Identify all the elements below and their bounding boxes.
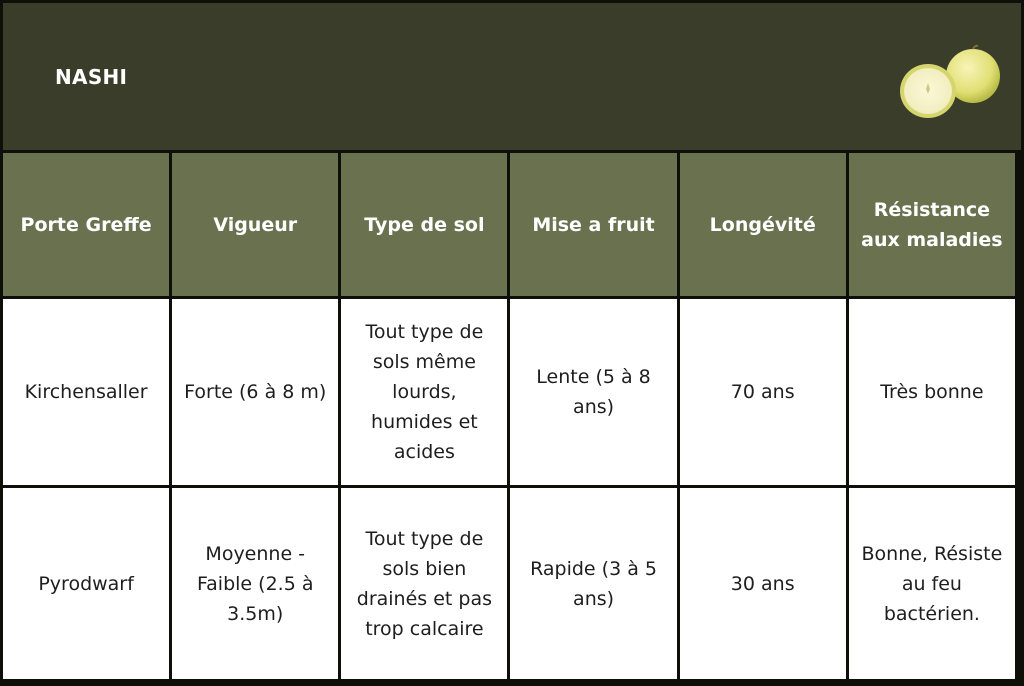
cell-vigueur: Moyenne - Faible (2.5 à 3.5m) [172,488,338,679]
table-row [3,299,1015,488]
header-longevite: Longévité [680,153,846,299]
table-header-row [3,153,1015,299]
cell-type-de-sol: Tout type de sols bien drainés et pas trop calcaire [341,488,507,679]
cell-longevite: 30 ans [680,488,846,679]
cell-vigueur: Forte (6 à 8 m) [172,299,338,488]
cell-resistance: Très bonne [849,299,1015,488]
title-bar [3,3,1021,150]
rootstock-table [0,153,1018,679]
cell-mise-a-fruit: Rapide (3 à 5 ans) [510,488,676,679]
table-row [3,488,1015,679]
cell-porte-greffe: Pyrodwarf [3,488,169,679]
page-title: NASHI [55,65,128,89]
header-type-de-sol: Type de sol [341,153,507,299]
header-mise-a-fruit: Mise a fruit [510,153,676,299]
nashi-pear-icon [893,43,1003,123]
header-porte-greffe: Porte Greffe [3,153,169,299]
cell-type-de-sol: Tout type de sols même lourds, humides et acides [341,299,507,488]
header-vigueur: Vigueur [172,153,338,299]
header-resistance: Résistance aux maladies [849,153,1015,299]
cell-longevite: 70 ans [680,299,846,488]
cell-porte-greffe: Kirchensaller [3,299,169,488]
cell-resistance: Bonne, Résiste au feu bactérien. [849,488,1015,679]
cell-mise-a-fruit: Lente (5 à 8 ans) [510,299,676,488]
